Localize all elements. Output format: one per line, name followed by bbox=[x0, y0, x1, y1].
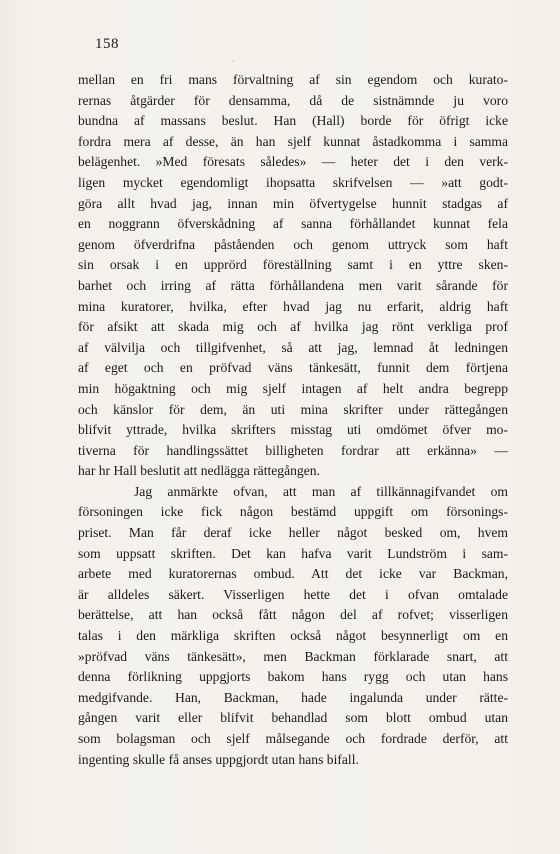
paper-speck bbox=[232, 60, 234, 62]
text-line: rernas åtgärder för densamma, då de sistnämnde ju voro bbox=[78, 92, 508, 108]
text-line: af välvilja och tillgifvenhet, så att jag, lemnad åt ledningen bbox=[78, 339, 508, 355]
text-line: en noggrann öfverskådning af sanna förhållandet kunnat fela bbox=[78, 216, 508, 232]
paragraph-end-line: ingenting skulle få anses uppgjordt utan hans bifall. bbox=[78, 751, 359, 767]
text-line: »pröfvad väns tänkesätt», men Backman förklarade snart, att bbox=[78, 648, 508, 664]
text-line: försoningen icke fick någon bestämd uppgift om försonings- bbox=[78, 504, 508, 520]
text-line: är alldeles säkert. Visserligen hette det i ofvan omtalade bbox=[78, 586, 508, 602]
text-line: mina kuratorer, hvilka, efter hvad jag nu erfarit, aldrig haft bbox=[78, 298, 508, 314]
text-line: tiverna för handlingssättet billigheten fordrar att erkänna» — bbox=[78, 442, 508, 458]
page-number: 158 bbox=[95, 36, 119, 52]
text-line: bundna af massans beslut. Han (Hall) borde för öfrigt icke bbox=[78, 113, 508, 129]
text-line: sin orsak i en upprörd föreställning samt i en yttre sken- bbox=[78, 257, 508, 273]
text-line: talas i den märkliga skriften också något besynnerligt om en bbox=[78, 628, 508, 644]
text-line: fordra mera af desse, än han sjelf kunnat åstadkomma i samma bbox=[78, 133, 508, 149]
text-line: berättelse, att han också fått någon del af rofvet; visserligen bbox=[78, 607, 508, 623]
text-line: arbete med kuratorernas ombud. Att det icke var Backman, bbox=[78, 566, 508, 582]
text-line: barhet och irring af rätta förhållandena men varit sårande för bbox=[78, 277, 508, 293]
body-text bbox=[78, 70, 508, 770]
text-line: priset. Man får deraf icke heller något besked om, hvem bbox=[78, 525, 508, 541]
text-line: mellan en fri mans förvaltning af sin egendom och kurato- bbox=[78, 72, 508, 87]
text-line: denna förlikning uppgjorts bakom hans rygg och utan hans bbox=[78, 669, 508, 685]
text-line: min högaktning och mig sjelf intagen af helt andra begrepp bbox=[78, 380, 508, 396]
paragraph-start-line: Jag anmärkte ofvan, att man af tillkännagifvandet om bbox=[134, 483, 508, 499]
text-line: som bolagsman och sjelf målsegande och fordrade derför, att bbox=[78, 731, 508, 746]
text-line: gången varit eller blifvit behandlad som blott ombud utan bbox=[78, 710, 508, 726]
text-line: som uppsatt skriften. Det kan hafva varit Lundström i sam- bbox=[78, 545, 508, 561]
text-line: ligen mycket egendomligt ihopsatta skrifvelsen — »att godt- bbox=[78, 174, 508, 190]
text-line: medgifvande. Han, Backman, hade ingalunda under rätte- bbox=[78, 689, 508, 705]
paragraph-end-line: har hr Hall beslutit att nedlägga rättegången. bbox=[78, 463, 320, 479]
text-line: för afsikt att skada mig och af hvilka jag rönt verkliga prof bbox=[78, 319, 508, 335]
text-line: och känslor för dem, än uti mina skrifter under rättegången bbox=[78, 401, 508, 417]
text-line: genom öfverdrifna påståenden och genom uttryck som haft bbox=[78, 236, 508, 252]
text-line: belägenhet. »Med föresats således» — heter det i den verk- bbox=[78, 154, 508, 170]
text-line: göra allt hvad jag, innan min öfvertygelse hunnit stadgas af bbox=[78, 195, 508, 211]
text-line: af eget och en pröfvad väns tänkesätt, funnit dem förtjena bbox=[78, 360, 508, 376]
text-line: blifvit yttrade, hvilka skrifters misstag uti omdömet öfver mo- bbox=[78, 422, 508, 438]
